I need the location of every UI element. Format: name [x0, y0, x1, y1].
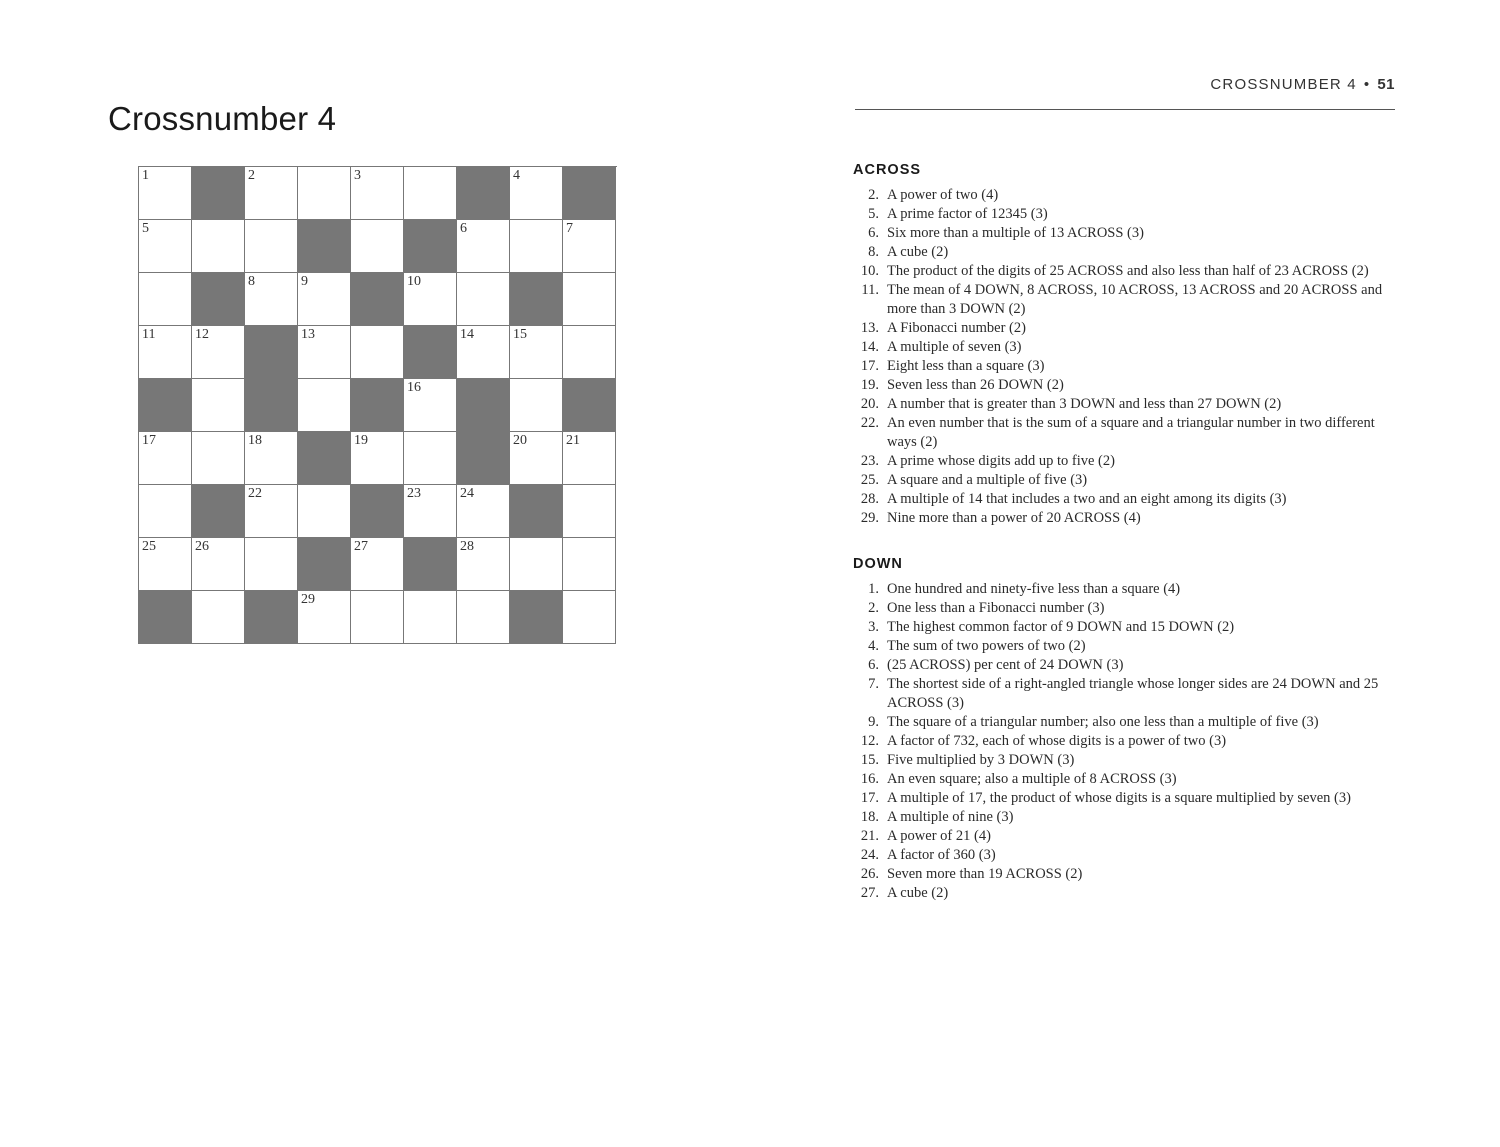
grid-cell[interactable]	[139, 220, 192, 273]
clue-number: 20.	[860, 396, 879, 412]
grid-cell[interactable]	[192, 326, 245, 379]
clue-number: 27.	[860, 885, 879, 901]
down-clue	[853, 675, 1398, 713]
clue-text: A multiple of nine (3)	[887, 809, 1014, 825]
grid-cell[interactable]	[510, 538, 563, 591]
grid-cell[interactable]	[457, 273, 510, 326]
down-clue	[853, 846, 1398, 865]
clue-number: 17.	[860, 358, 879, 374]
clue-number: 20	[513, 433, 527, 448]
clue-number: 24.	[860, 847, 879, 863]
clue-number: 23	[407, 486, 421, 501]
grid-cell[interactable]	[404, 167, 457, 220]
clue-text: A power of 21 (4)	[887, 828, 991, 844]
clue-text: An even square; also a multiple of 8 ACROSS (3)	[887, 771, 1177, 787]
clue-number: 28	[460, 539, 474, 554]
grid-cell[interactable]	[404, 432, 457, 485]
clue-text: A multiple of 14 that includes a two and an eight among its digits (3)	[887, 491, 1287, 507]
clue-number: 21	[566, 433, 580, 448]
grid-cell[interactable]	[563, 220, 616, 273]
page-title: Crossnumber 4	[108, 100, 337, 137]
clue-number: 6.	[868, 225, 879, 241]
down-clue	[853, 732, 1398, 751]
clue-number: 22.	[860, 415, 879, 431]
clue-text: Eight less than a square (3)	[887, 358, 1045, 374]
clue-number: 2	[248, 168, 255, 183]
clue-number: 17	[142, 433, 156, 448]
clue-text: The shortest side of a right-angled triangle whose longer sides are 24 DOWN and 25 ACROSS (3)	[887, 676, 1379, 711]
grid-cell[interactable]	[139, 273, 192, 326]
across-clue	[853, 224, 1398, 243]
clue-number: 13.	[860, 320, 879, 336]
clue-text: An even number that is the sum of a square and a triangular number in two different ways (2)	[887, 415, 1375, 450]
clue-text: A square and a multiple of five (3)	[887, 472, 1088, 488]
grid-cell[interactable]	[404, 485, 457, 538]
grid-cell[interactable]	[245, 273, 298, 326]
clue-number: 28.	[860, 491, 879, 507]
grid-cell[interactable]	[298, 273, 351, 326]
grid-cell[interactable]	[404, 379, 457, 432]
down-clue	[853, 808, 1398, 827]
clue-number: 10.	[860, 263, 879, 279]
clue-number: 27	[354, 539, 368, 554]
clue-text: The product of the digits of 25 ACROSS and also less than half of 23 ACROSS (2)	[887, 263, 1369, 279]
down-clue	[853, 789, 1398, 808]
down-clue	[853, 751, 1398, 770]
grid-cell-blocked	[351, 379, 404, 432]
across-clue	[853, 281, 1398, 319]
clue-number: 17.	[860, 790, 879, 806]
down-clue	[853, 599, 1398, 618]
across-clue	[853, 490, 1398, 509]
clue-text: A cube (2)	[887, 244, 949, 260]
grid-cell-blocked	[457, 379, 510, 432]
grid-cell[interactable]	[298, 379, 351, 432]
grid-cell[interactable]	[245, 167, 298, 220]
grid-cell-blocked	[298, 220, 351, 273]
clue-number: 2.	[868, 187, 879, 203]
grid-cell-blocked	[245, 326, 298, 379]
clue-number: 19	[354, 433, 368, 448]
grid-cell-blocked	[510, 485, 563, 538]
page-number: 51	[1377, 76, 1395, 93]
clue-number: 29.	[860, 510, 879, 526]
clue-number: 18	[248, 433, 262, 448]
clue-number: 10	[407, 274, 421, 289]
clue-text: A power of two (4)	[887, 187, 999, 203]
crossnumber-grid	[138, 166, 617, 644]
grid-cell[interactable]	[351, 432, 404, 485]
grid-cell[interactable]	[351, 538, 404, 591]
clue-text: The mean of 4 DOWN, 8 ACROSS, 10 ACROSS, 13 ACROSS and 20 ACROSS and more than 3 DOWN (2)	[887, 282, 1383, 317]
clue-text: A factor of 732, each of whose digits is a power of two (3)	[887, 733, 1227, 749]
clue-text: Seven less than 26 DOWN (2)	[887, 377, 1064, 393]
clue-text: Nine more than a power of 20 ACROSS (4)	[887, 510, 1141, 526]
grid-cell[interactable]	[404, 591, 457, 644]
grid-cell[interactable]	[457, 485, 510, 538]
across-clue	[853, 471, 1398, 490]
clue-text: A cube (2)	[887, 885, 949, 901]
grid-cell[interactable]	[510, 379, 563, 432]
grid-cell[interactable]	[298, 485, 351, 538]
clue-text: A multiple of 17, the product of whose digits is a square multiplied by seven (3)	[887, 790, 1351, 806]
across-heading: ACROSS	[853, 162, 922, 178]
clue-text: A factor of 360 (3)	[887, 847, 996, 863]
down-clue	[853, 713, 1398, 732]
grid-cell[interactable]	[563, 273, 616, 326]
header-separator: •	[1363, 76, 1371, 93]
grid-cell-blocked	[457, 432, 510, 485]
down-clue	[853, 656, 1398, 675]
running-head-title: CROSSNUMBER 4	[1210, 76, 1357, 93]
clue-number: 5.	[868, 206, 879, 222]
clue-number: 12	[195, 327, 209, 342]
grid-cell-blocked	[510, 273, 563, 326]
down-clue	[853, 884, 1398, 903]
grid-cell[interactable]	[563, 485, 616, 538]
down-heading: DOWN	[853, 556, 903, 572]
grid-cell[interactable]	[139, 538, 192, 591]
grid-cell-blocked	[404, 326, 457, 379]
clue-number: 25.	[860, 472, 879, 488]
grid-cell-blocked	[192, 167, 245, 220]
grid-cell[interactable]	[457, 591, 510, 644]
across-clue	[853, 262, 1398, 281]
down-clue	[853, 637, 1398, 656]
grid-cell[interactable]	[351, 326, 404, 379]
across-clue	[853, 186, 1398, 205]
grid-cell[interactable]	[139, 326, 192, 379]
grid-cell[interactable]	[245, 220, 298, 273]
clue-text: A prime factor of 12345 (3)	[887, 206, 1048, 222]
grid-cell[interactable]	[351, 220, 404, 273]
across-clue	[853, 205, 1398, 224]
grid-cell[interactable]	[510, 220, 563, 273]
grid-cell[interactable]	[457, 220, 510, 273]
across-clue	[853, 376, 1398, 395]
clue-text: The sum of two powers of two (2)	[887, 638, 1086, 654]
grid-cell[interactable]	[298, 591, 351, 644]
down-clue	[853, 770, 1398, 789]
clue-number: 19.	[860, 377, 879, 393]
grid-cell-blocked	[404, 220, 457, 273]
clue-number: 24	[460, 486, 474, 501]
grid-cell[interactable]	[563, 432, 616, 485]
grid-cell[interactable]	[245, 538, 298, 591]
clue-number: 21.	[860, 828, 879, 844]
grid-cell[interactable]	[351, 591, 404, 644]
grid-cell[interactable]	[192, 538, 245, 591]
across-clue-list	[853, 186, 1398, 528]
grid-cell[interactable]	[510, 167, 563, 220]
clue-number: 26.	[860, 866, 879, 882]
grid-cell[interactable]	[351, 167, 404, 220]
grid-cell-blocked	[192, 273, 245, 326]
header-rule	[855, 109, 1395, 110]
across-clue	[853, 395, 1398, 414]
grid-cell[interactable]	[139, 167, 192, 220]
grid-cell-blocked	[298, 538, 351, 591]
grid-cell[interactable]	[298, 326, 351, 379]
grid-cell-blocked	[245, 379, 298, 432]
across-clue	[853, 319, 1398, 338]
grid-cell[interactable]	[563, 326, 616, 379]
across-clue	[853, 357, 1398, 376]
clue-number: 7.	[868, 676, 879, 692]
clue-number: 8.	[868, 244, 879, 260]
grid-cell-blocked	[298, 432, 351, 485]
clue-text: A number that is greater than 3 DOWN and less than 27 DOWN (2)	[887, 396, 1282, 412]
clue-number: 1	[142, 168, 149, 183]
clue-text: A Fibonacci number (2)	[887, 320, 1026, 336]
across-clue	[853, 452, 1398, 471]
clue-number: 29	[301, 592, 315, 607]
clue-number: 7	[566, 221, 573, 236]
across-clue	[853, 243, 1398, 262]
clue-number: 11.	[861, 282, 879, 298]
across-clue	[853, 509, 1398, 528]
clue-number: 14.	[860, 339, 879, 355]
grid-cell-blocked	[404, 538, 457, 591]
clue-number: 26	[195, 539, 209, 554]
running-header	[1210, 76, 1395, 93]
grid-cell[interactable]	[192, 379, 245, 432]
clue-number: 3.	[868, 619, 879, 635]
down-clue	[853, 827, 1398, 846]
across-clue	[853, 414, 1398, 452]
grid-cell[interactable]	[192, 432, 245, 485]
clue-number: 3	[354, 168, 361, 183]
grid-cell[interactable]	[139, 485, 192, 538]
clue-number: 14	[460, 327, 474, 342]
grid-cell[interactable]	[192, 591, 245, 644]
grid-cell[interactable]	[563, 591, 616, 644]
clue-number: 4	[513, 168, 520, 183]
clue-number: 15	[513, 327, 527, 342]
clue-text: Seven more than 19 ACROSS (2)	[887, 866, 1083, 882]
grid-cell[interactable]	[192, 220, 245, 273]
clue-text: One hundred and ninety-five less than a square (4)	[887, 581, 1181, 597]
clue-text: A prime whose digits add up to five (2)	[887, 453, 1115, 469]
clue-number: 23.	[860, 453, 879, 469]
clue-text: One less than a Fibonacci number (3)	[887, 600, 1105, 616]
clue-text: The highest common factor of 9 DOWN and 15 DOWN (2)	[887, 619, 1235, 635]
clue-number: 5	[142, 221, 149, 236]
down-clue-list	[853, 580, 1398, 903]
clue-number: 9	[301, 274, 308, 289]
clue-number: 12.	[860, 733, 879, 749]
clue-text: Six more than a multiple of 13 ACROSS (3)	[887, 225, 1144, 241]
grid-cell-blocked	[563, 379, 616, 432]
clue-number: 16	[407, 380, 421, 395]
clue-text: Five multiplied by 3 DOWN (3)	[887, 752, 1075, 768]
grid-cell[interactable]	[139, 432, 192, 485]
clue-number: 2.	[868, 600, 879, 616]
grid-cell[interactable]	[457, 538, 510, 591]
down-clue	[853, 865, 1398, 884]
clue-number: 18.	[860, 809, 879, 825]
down-clue	[853, 618, 1398, 637]
clue-text: The square of a triangular number; also one less than a multiple of five (3)	[887, 714, 1319, 730]
clue-number: 8	[248, 274, 255, 289]
grid-cell[interactable]	[404, 273, 457, 326]
grid-cell[interactable]	[457, 326, 510, 379]
grid-cell-blocked	[510, 591, 563, 644]
grid-cell[interactable]	[245, 432, 298, 485]
clue-number: 6	[460, 221, 467, 236]
clue-number: 13	[301, 327, 315, 342]
grid-cell-blocked	[192, 485, 245, 538]
grid-cell[interactable]	[510, 326, 563, 379]
grid-cell[interactable]	[563, 538, 616, 591]
grid-cell-blocked	[457, 167, 510, 220]
clue-number: 25	[142, 539, 156, 554]
grid-cell-blocked	[351, 273, 404, 326]
clue-number: 16.	[860, 771, 879, 787]
grid-cell[interactable]	[510, 432, 563, 485]
clue-number: 1.	[868, 581, 879, 597]
grid-cell-blocked	[351, 485, 404, 538]
clue-number: 11	[142, 327, 156, 342]
clue-number: 9.	[868, 714, 879, 730]
across-clue	[853, 338, 1398, 357]
grid-cell-blocked	[563, 167, 616, 220]
grid-cell[interactable]	[298, 167, 351, 220]
grid-cell-blocked	[245, 591, 298, 644]
clue-number: 6.	[868, 657, 879, 673]
clue-text: (25 ACROSS) per cent of 24 DOWN (3)	[887, 657, 1124, 673]
clue-number: 22	[248, 486, 262, 501]
clue-text: A multiple of seven (3)	[887, 339, 1022, 355]
grid-cell[interactable]	[245, 485, 298, 538]
clue-number: 4.	[868, 638, 879, 654]
grid-cell-blocked	[139, 591, 192, 644]
clue-number: 15.	[860, 752, 879, 768]
down-clue	[853, 580, 1398, 599]
grid-cell-blocked	[139, 379, 192, 432]
